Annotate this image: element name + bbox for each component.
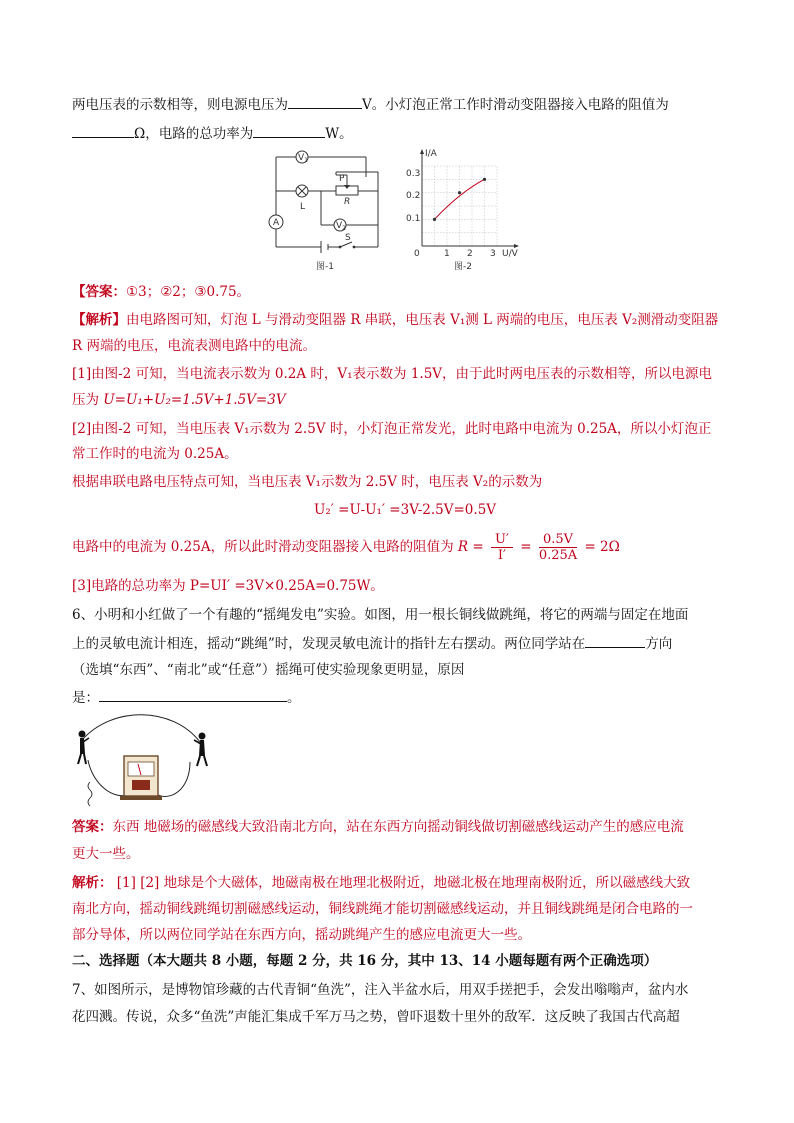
answer-blank-reason[interactable]: [99, 687, 287, 702]
analysis-label: 【解析】: [72, 312, 126, 328]
formula-v2-voltage: U₂′ =U-U₁′ =3V-2.5V=0.5V: [314, 502, 497, 518]
q5-line2: [72, 123, 353, 144]
fraction-values: [539, 532, 577, 563]
y-tick-label: 0.2: [406, 191, 421, 201]
answer-label: 【答案：: [72, 284, 126, 300]
rheostat-label: R: [344, 197, 351, 207]
q6-line1: 6、小明和小红做了一个有趣的“摇绳发电”实验。如图，用一根长铜线做跳绳，将它的两端与固定在地面: [72, 607, 689, 623]
voltmeter-v2-icon: $V_2$: [336, 221, 346, 232]
analysis-6-line2: 南北方向，摇动铜线跳绳切割磁感线运动，铜线跳绳才能切割磁感线运动，并且铜线跳绳是闭合电路的一: [72, 901, 693, 917]
rope-generator-illustration: [72, 712, 218, 812]
q5-line1: [72, 94, 669, 115]
q6-text: 上的灵敏电流计相连，摇动“跳绳”时，发现灵敏电流计的指针左右摆动。两位同学站在: [72, 636, 586, 652]
analysis-5-line7: 根据串联电路电压特点可知，当电压表 V₁示数为 2.5V 时，电压表 V₂的示数为: [72, 474, 543, 490]
circuit-diagram: [266, 147, 386, 273]
analysis-5-line5: [2]由图-2 可知，当电压表 V₁示数为 2.5V 时，小灯泡正常发光，此时电路中电流为 0.25A，所以小灯泡正: [72, 421, 712, 437]
equals-sign: =: [520, 539, 532, 555]
y-axis-label: I/A: [425, 149, 437, 159]
y-tick-label: 0.1: [406, 214, 421, 224]
answer-blank-voltage[interactable]: [288, 94, 362, 109]
q6-line3: （选填“东西”、“南北”或“任意”）摇绳可使实验现象更明显，原因: [72, 662, 465, 678]
data-point: [433, 218, 436, 221]
q7-line1: 7、如图所示，是博物馆珍藏的古代青铜“鱼洗”，注入半盆水后，用双手搓把手，会发出嗡嗡声，盆内水: [72, 982, 689, 998]
analysis-6-line1: [72, 873, 690, 893]
answer-5: [72, 282, 250, 302]
data-point: [483, 178, 486, 181]
q6-text: 是：: [72, 690, 99, 706]
analysis-5-line10: [3]电路的总功率为 P=UI′ =3V×0.25A=0.75W。: [72, 578, 384, 594]
analysis-5-line9: [72, 524, 620, 570]
analysis-label: 解析：: [72, 875, 113, 891]
answer-6-line2: 更大一些。: [72, 846, 140, 862]
figure-2-caption: 图-2: [454, 262, 472, 272]
q5-text: Ω，电路的总功率为: [134, 126, 254, 142]
ammeter-icon: A: [273, 218, 280, 228]
answer-text: ①3；②2；③0.75。: [126, 284, 251, 300]
q6-line2: [72, 633, 672, 654]
fraction-denominator: 0.25A: [538, 548, 578, 563]
galvanometer-icon: [120, 756, 162, 800]
answer-blank-power[interactable]: [253, 123, 325, 138]
formula-result: = 2Ω: [584, 539, 620, 555]
q6-text: 。: [287, 690, 301, 706]
analysis-5-line6: 常工作时的电流为 0.25A。: [72, 446, 238, 462]
analysis-text: 压为: [72, 392, 104, 408]
x-tick-label: 2: [467, 249, 473, 259]
answer-blank-direction[interactable]: [585, 633, 645, 648]
fraction-u-over-i: [491, 532, 513, 563]
analysis-6-line3: 部分导体，所以两位同学站在东西方向，摇动跳绳产生的感应电流更大一些。: [72, 927, 531, 943]
data-point: [458, 191, 461, 194]
voltmeter-v1-icon: $V_1$: [298, 153, 308, 164]
q6-text: 方向: [645, 636, 673, 652]
figure-1-caption: 图-1: [316, 262, 334, 272]
analysis-5-line4: [72, 390, 286, 410]
switch-label: S: [345, 233, 351, 243]
q5-text: 两电压表的示数相等，则电源电压为: [72, 97, 288, 113]
x-tick-label: 1: [444, 249, 450, 259]
answer-label: 答案：: [72, 819, 113, 835]
q5-text: W。: [325, 126, 353, 142]
lamp-label: L: [300, 202, 306, 212]
q6-line4: [72, 687, 301, 708]
iu-graph: [404, 145, 524, 273]
fraction-numerator: 0.5V: [539, 532, 577, 548]
analysis-5-line3: [1]由图-2 可知，当电流表示数为 0.2A 时，V₁表示数为 1.5V，由于此时两电压表的示数相等，所以电源电: [72, 366, 713, 382]
analysis-5-line1: [72, 310, 718, 330]
y-tick-label: 0.3: [406, 169, 421, 179]
analysis-text: [1] [2] 地球是个大磁体，地磁南极在地理北极附近，地磁北极在地理南极附近，所以磁感线大致: [112, 875, 691, 891]
answer-text: 东西 地磁场的磁感线大致沿南北方向，站在东西方向摇动铜线做切割磁感线运动产生的感应电流: [112, 819, 684, 835]
analysis-text: 由电路图可知，灯泡 L 与滑动变阻器 R 串联，电压表 V₁测 L 两端的电压，电压表 V₂测滑动变阻器: [126, 312, 719, 328]
analysis-5-line2: R 两端的电压，电流表测电路中的电流。: [72, 338, 316, 354]
q5-text: V。小灯泡正常工作时滑动变阻器接入电路的阻值为: [362, 97, 669, 113]
formula-source-voltage: U=U₁+U₂=1.5V+1.5V=3V: [103, 392, 286, 408]
q7-line2: 花四溅。传说，众多“鱼洗”声能汇集成千军万马之势，曾吓退数十里外的敌军．这反映了我国古代高超: [72, 1009, 680, 1025]
person-left-icon: [78, 731, 89, 765]
fraction-numerator: U′: [491, 532, 513, 548]
answer-6-line1: [72, 817, 684, 837]
slider-label: P: [339, 174, 345, 184]
answer-blank-resistance[interactable]: [72, 123, 134, 138]
formula-r: R =: [457, 539, 484, 555]
x-tick-label: 3: [490, 249, 496, 259]
x-tick-label: 0: [414, 249, 420, 259]
fraction-denominator: I′: [497, 548, 506, 563]
analysis-text: 电路中的电流为 0.25A，所以此时滑动变阻器接入电路的阻值为: [72, 539, 454, 555]
section-heading: 二、选择题（本大题共 8 小题，每题 2 分，共 16 分，其中 13、14 小题每题有两个正确选项）: [72, 953, 658, 969]
x-axis-label: U/V: [502, 249, 518, 259]
